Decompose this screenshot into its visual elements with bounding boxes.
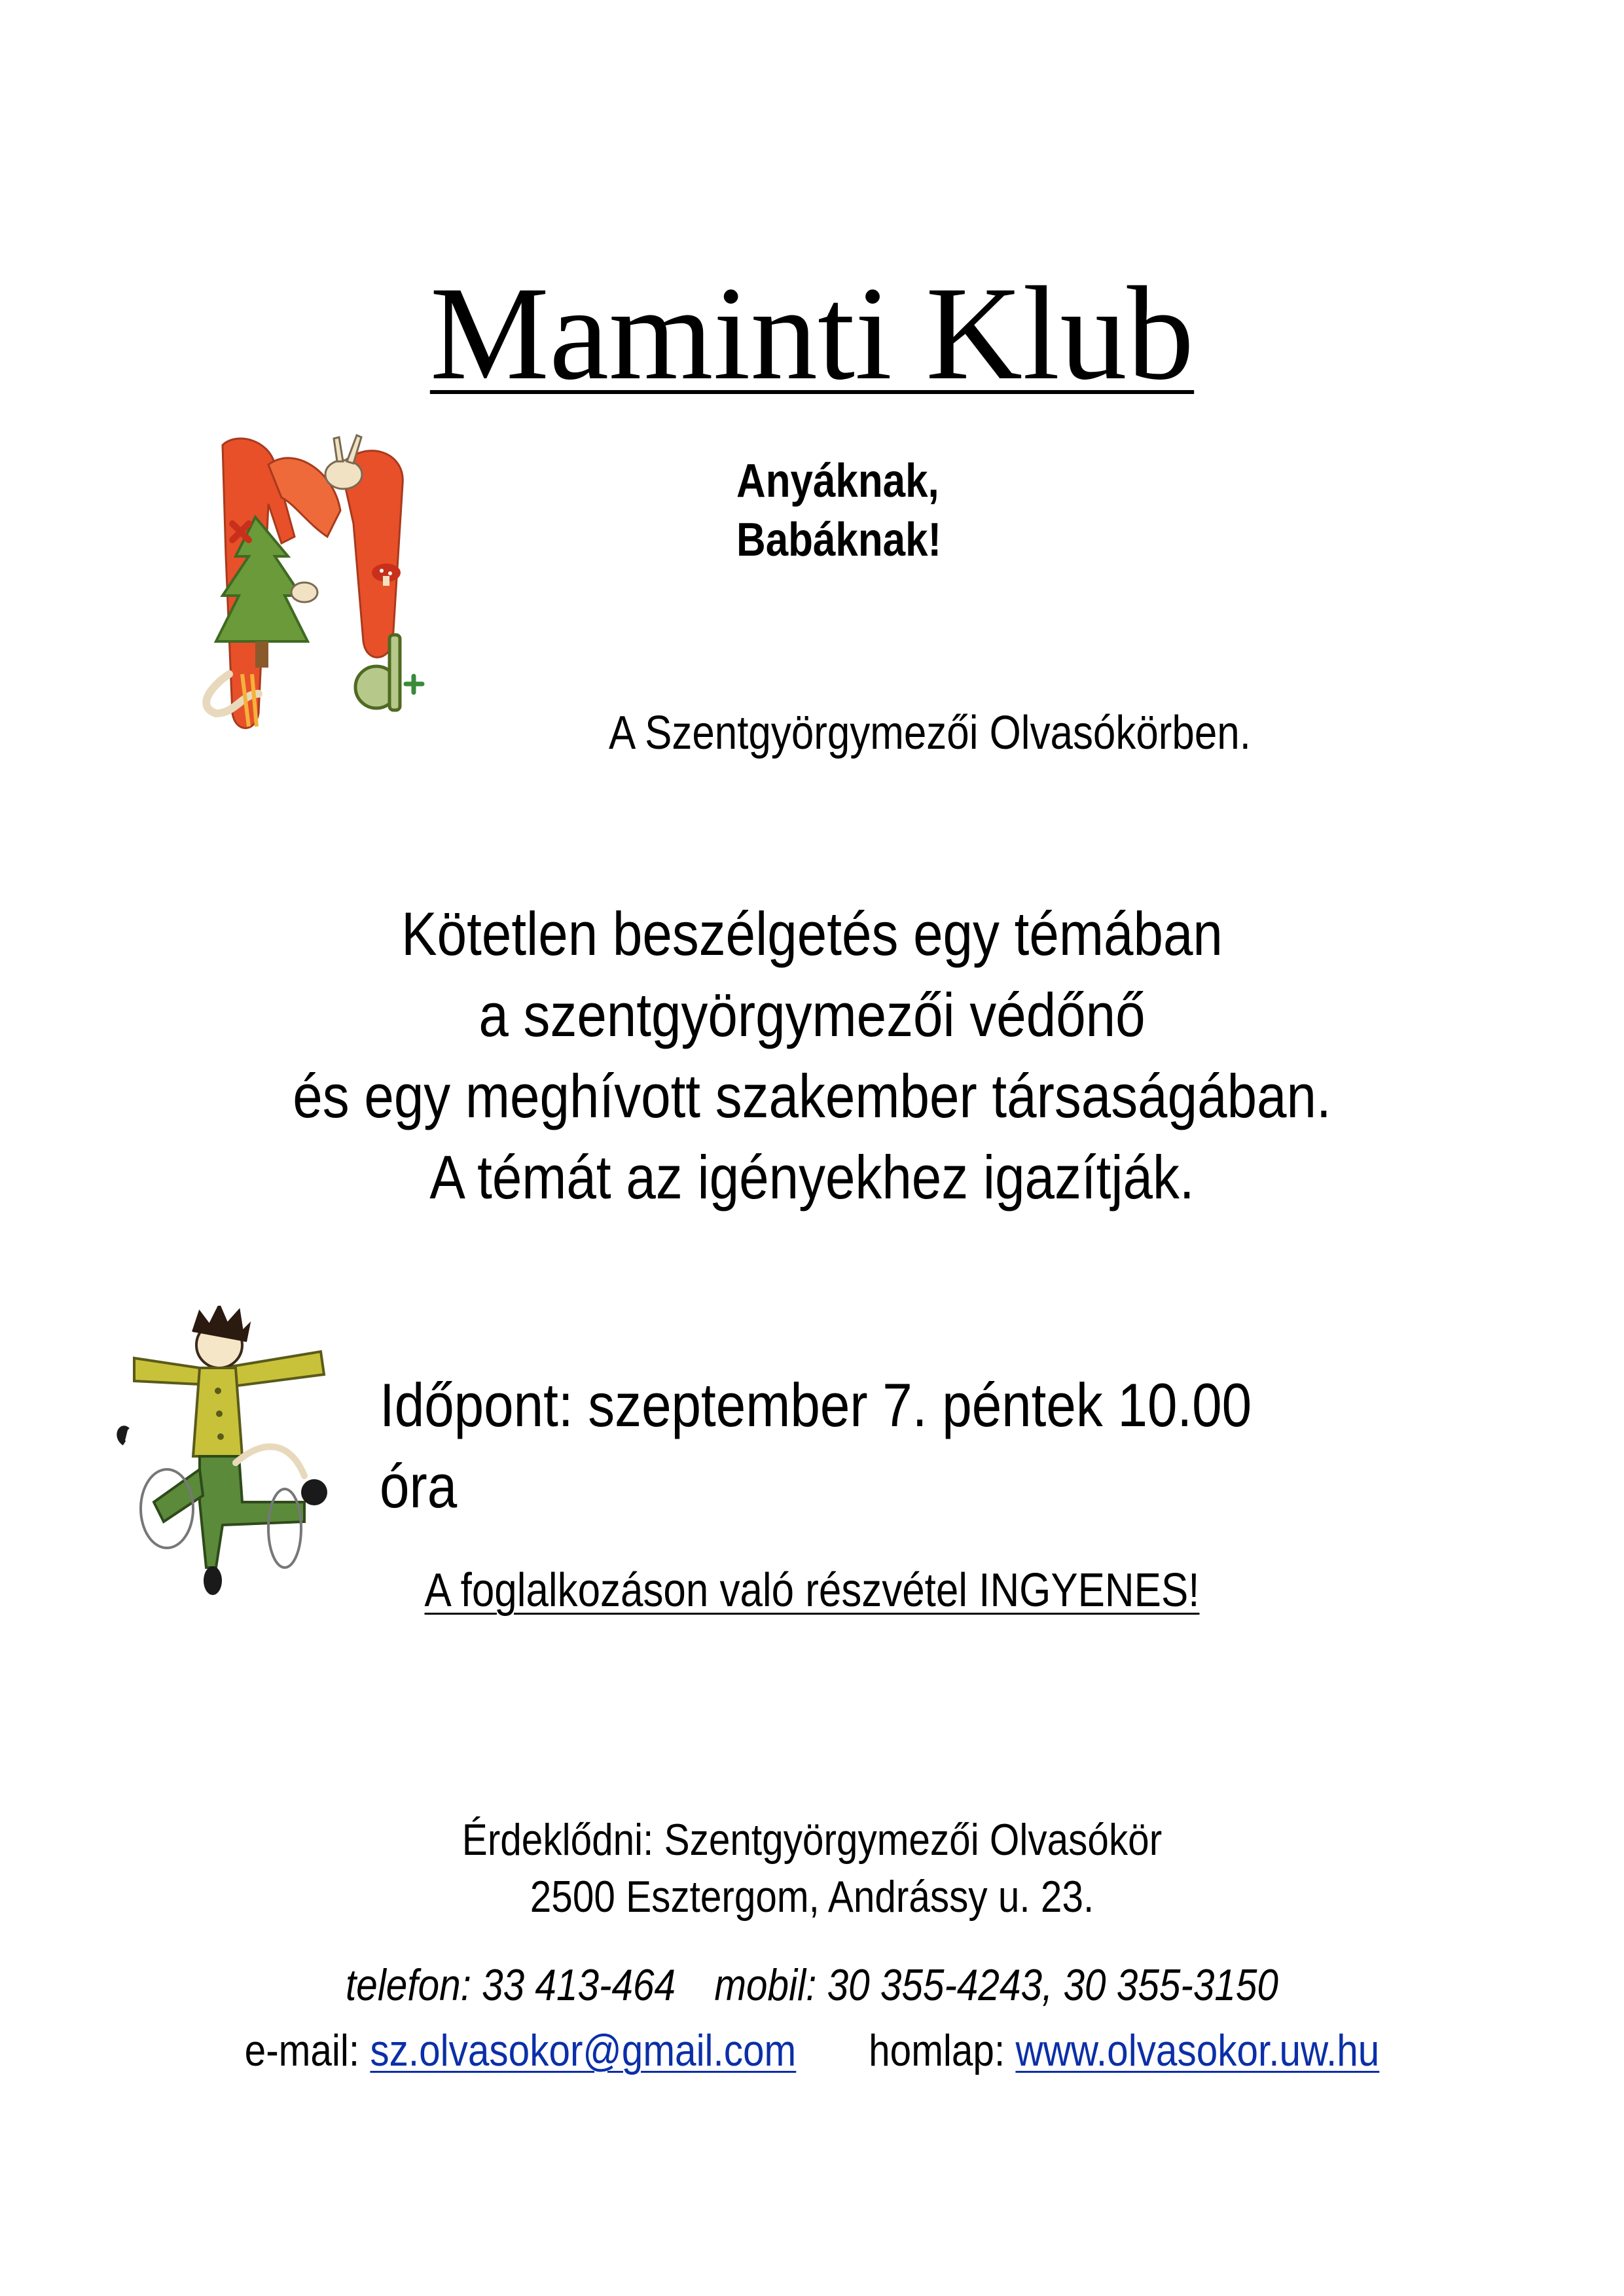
location-text: A Szentgyörgymezői Olvasókörben. (609, 707, 1251, 759)
homepage-link[interactable]: www.olvasokor.uw.hu (1015, 2026, 1380, 2075)
subtitle: Anyáknak, Babáknak! (736, 455, 942, 566)
email-link[interactable]: sz.olvasokor@gmail.com (370, 2026, 797, 2075)
email-label: e-mail: (244, 2026, 360, 2075)
mobile-label: mobil: (714, 1960, 817, 2010)
contact-address: 2500 Esztergom, Andrássy u. 23. (530, 1872, 1094, 1922)
dancing-child-illustration (108, 1306, 344, 1600)
page-title (0, 259, 1624, 409)
description-line: Kötetlen beszélgetés egy témában (401, 899, 1223, 968)
letter-m-illustration (196, 425, 458, 753)
contact-online (114, 2022, 1511, 2079)
phone-number: 33 413-464 (482, 1960, 676, 2010)
contact-phones (114, 1957, 1511, 2013)
description-line: A témát az igényekhez igazítják. (429, 1143, 1195, 1211)
contact-inquiry: Érdeklődni: Szentgyörgymezői Olvasókör (461, 1815, 1163, 1865)
mobile-number: 30 355-4243, 30 355-3150 (827, 1960, 1278, 2010)
free-notice (114, 1561, 1511, 1620)
description-line: a szentgyörgymezői védőnő (478, 980, 1146, 1049)
homepage-label: homlap: (869, 2026, 1005, 2075)
free-notice-text: A foglalkozáson való részvétel INGYENES! (424, 1564, 1200, 1617)
event-time: Időpont: szeptember 7. péntek 10.00 óra (380, 1371, 1252, 1520)
phone-label: telefon: (346, 1960, 471, 2010)
description-line: és egy meghívott szakember társaságában. (293, 1062, 1331, 1130)
page-title-text: Maminti Klub (429, 259, 1195, 408)
